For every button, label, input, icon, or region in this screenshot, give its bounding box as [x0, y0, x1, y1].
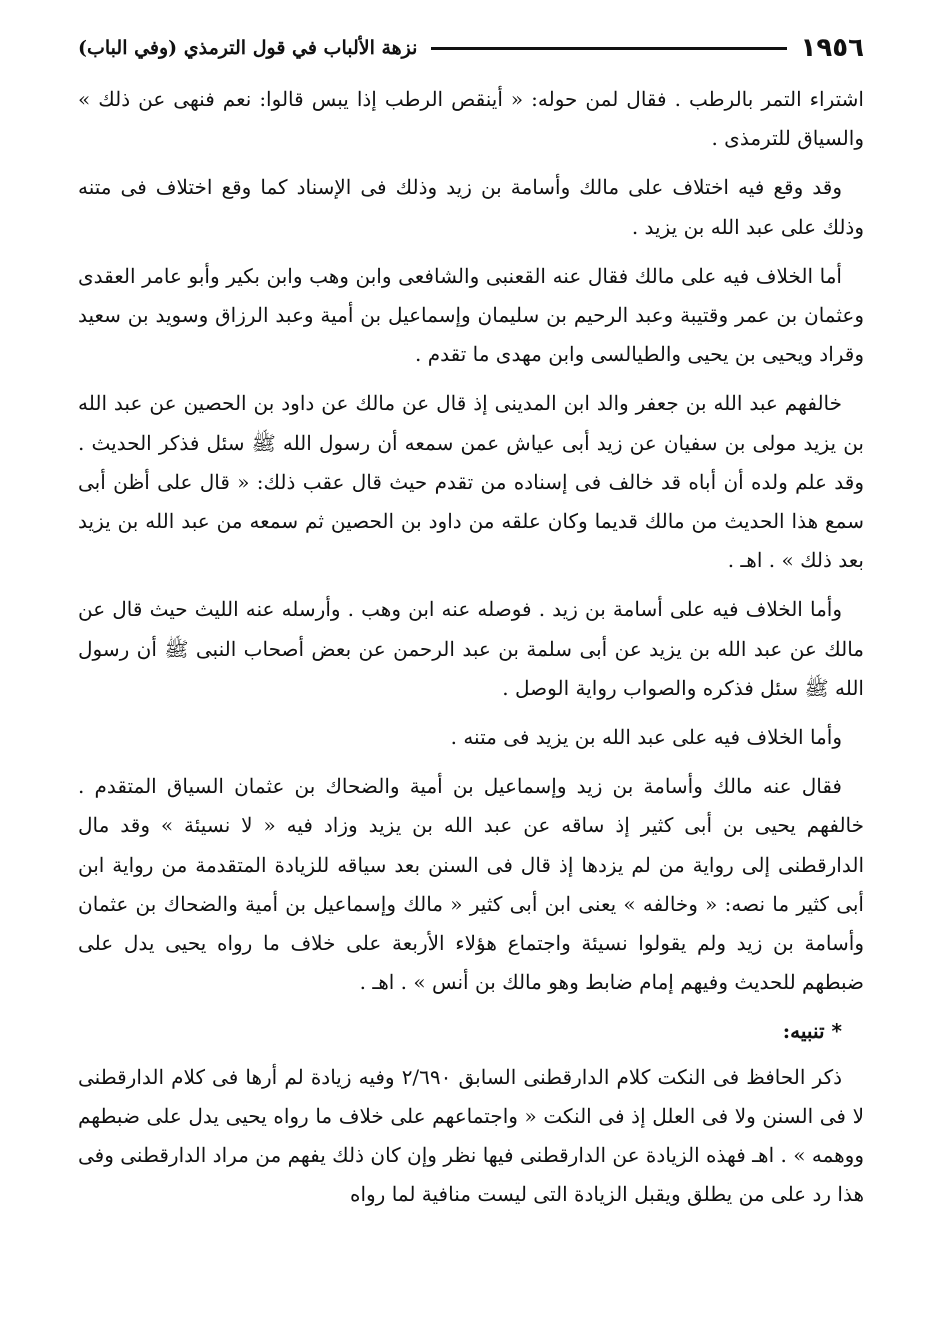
paragraph-7: فقال عنه مالك وأسامة بن زيد وإسماعيل بن أمية والضحاك بن عثمان السياق المتقدم . خالفهم يحيى بن أبى كثير إذ ساقه عن عبد الله بن يزيد وزاد فيه « لا نسيئة » وقد مال الدارقطنى إلى رواية من لم يزدها إذ قال فى السنن بعد سياقه للزيادة المتقدمة من رواية ابن أبى كثير ما نصه: « وخالفه » يعنى ابن أبى كثير « مالك وإسماعيل بن أمية والضحاك بن عثمان وأسامة بن زيد ولم يقولوا نسيئة واجتماع هؤلاء الأربعة على خلاف ما رواه يحيى يدل على ضبطهم للحديث وفيهم إمام ضابط وهو مالك بن أنس » . اهـ . — [78, 774, 864, 995]
star-icon: * — [831, 1019, 842, 1044]
note-heading-label: تنبيه: — [782, 1019, 825, 1044]
paragraph-1: اشتراء التمر بالرطب . فقال لمن حوله: « أينقص الرطب إذا يبس قالوا: نعم فنهى عن ذلك » والسياق للترمذى . — [78, 87, 864, 151]
paragraph-3: أما الخلاف فيه على مالك فقال عنه القعنبى والشافعى وابن وهب وابن بكير وأبو عامر العقدى وعثمان بن عمر وقتيبة وعبد الرحيم بن سليمان وإسماعيل بن أمية وعبد الرزاق وسويد بن سعيد وقراد ويحيى بن يحيى والطيالسى وابن مهدى ما تقدم . — [78, 263, 864, 367]
body-text — [78, 80, 864, 1224]
paragraph-4: خالفهم عبد الله بن جعفر والد ابن المدينى إذ قال عن مالك عن داود بن الحصين عن عبد الله بن يزيد مولى بن سفيان عن زيد أبى عياش عمن سمعه أن رسول الله ﷺ سئل فذكر الحديث . وقد علم ولده أن أباه قد خالف فى إسناده من تقدم حيث قال عقب ذلك: « قال على أظن أبى سمع هذا الحديث من مالك قديما وكان علقه من داود بن الحصين ثم سمعه من عبد الله بن يزيد بعد ذلك » . اهـ . — [78, 391, 864, 573]
note-heading — [78, 1012, 864, 1051]
page-header — [78, 28, 864, 68]
paragraph-6: وأما الخلاف فيه على عبد الله بن يزيد فى متنه . — [450, 725, 842, 750]
header-rule — [431, 47, 786, 50]
running-title: نزهة الألباب في قول الترمذي (وفي الباب) — [78, 37, 418, 59]
paragraph-5: وأما الخلاف فيه على أسامة بن زيد . فوصله عنه ابن وهب . وأرسله عنه الليث حيث قال عن مالك عن عبد الله بن يزيد عن أبى سلمة بن عبد الرحمن عن بعض أصحاب النبى ﷺ أن رسول الله ﷺ سئل فذكره والصواب رواية الوصل . — [78, 597, 864, 700]
page-number: ١٩٥٦ — [800, 33, 864, 63]
final-paragraph: ذكر الحافظ فى النكت كلام الدارقطنى السابق ٢/٦٩٠ وفيه زيادة لم أرها فى كلام الدارقطنى لا فى السنن ولا فى العلل إذ فى النكت « واجتماعهم على خلاف ما رواه يحيى يدل على ضبطهم ووهمه » . اهـ فهذه الزيادة عن الدارقطنى فيها نظر وإن كان ذلك يفهم من مراد الدارقطنى وفى هذا رد على من يطلق ويقبل الزيادة التى ليست منافية لما رواه — [78, 1064, 864, 1207]
paragraph-2: وقد وقع فيه اختلاف على مالك وأسامة بن زيد وذلك فى الإسناد كما وقع اختلاف فى متنه وذلك على عبد الله بن يزيد . — [78, 175, 864, 239]
